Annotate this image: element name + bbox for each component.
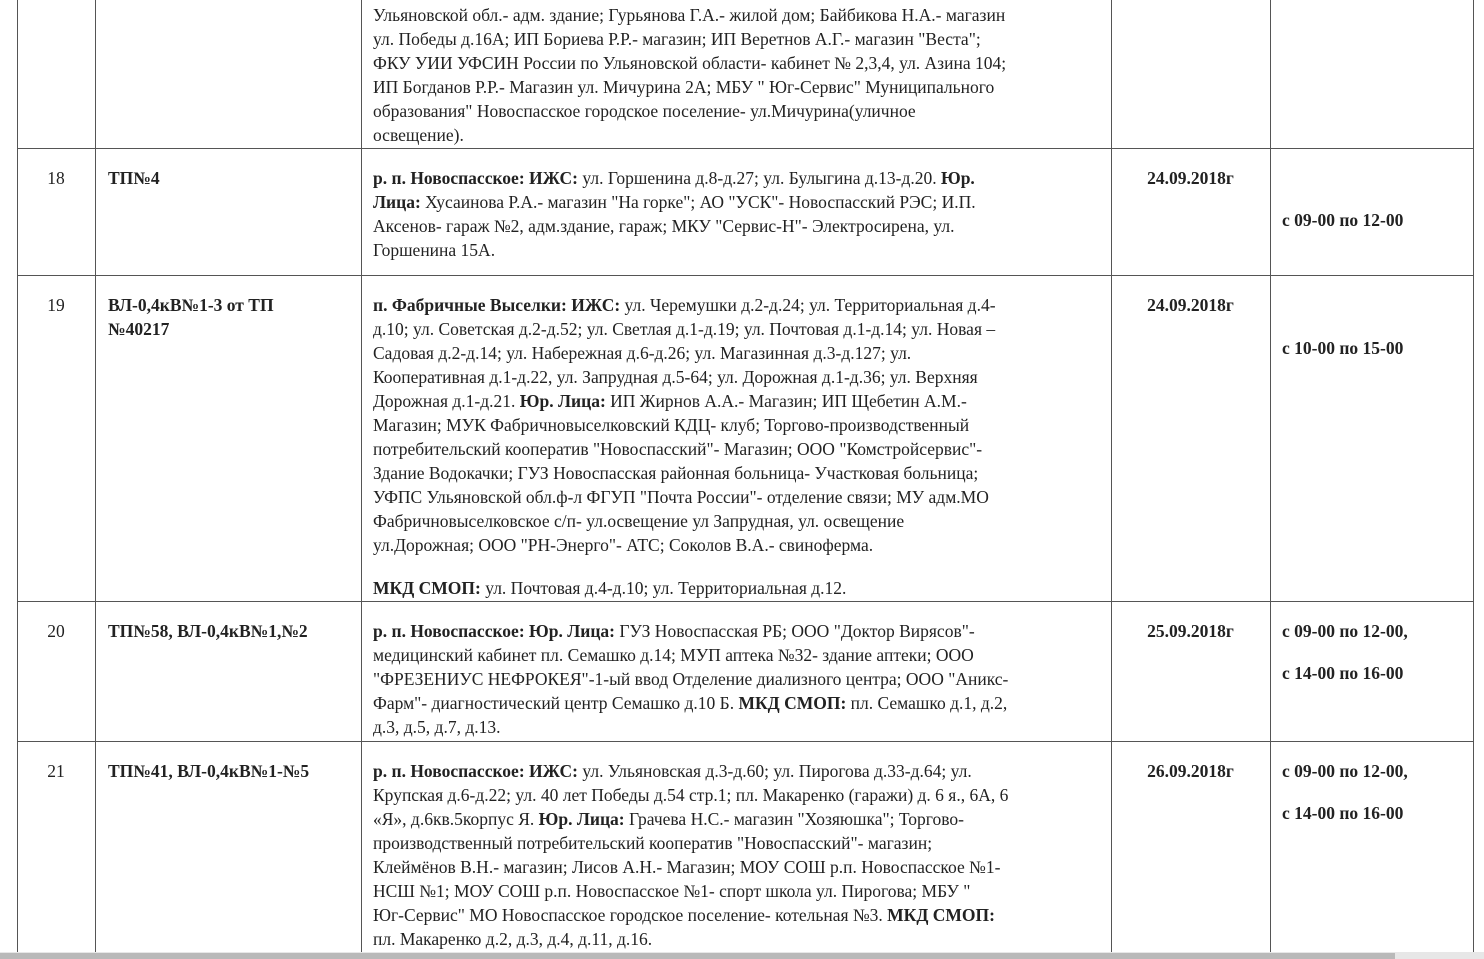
bold-text-segment: МКД СМОП: bbox=[887, 905, 995, 925]
address-line: ул. Победы д.16А; ИП Бориева Р.Р.- магазин; ИП Веретнов А.Г.- магазин "Веста"; bbox=[373, 29, 981, 49]
row-number: 19 bbox=[47, 295, 65, 315]
column-divider bbox=[1270, 0, 1271, 952]
row-number: 20 bbox=[47, 621, 65, 641]
text-segment: медицинский кабинет пл. Семашко д.14; МУП аптека №32- здание аптеки; ООО bbox=[373, 645, 974, 665]
text-segment: пл. Макаренко д.2, д.3, д.4, д.11, д.16. bbox=[373, 929, 653, 949]
text-segment: Здание Водокачки; ГУЗ Новоспасская районная больница- Участковая больница; bbox=[373, 463, 979, 483]
text-segment: потребительский кооператив "Новоспасский"- Магазин; ООО "Комстройсервис"- bbox=[373, 439, 983, 459]
address-line bbox=[373, 238, 1101, 262]
address-line: образования" Новоспасское городское поселение- ул.Мичурина(уличное bbox=[373, 101, 916, 121]
bold-text-segment: Юр. Лица: bbox=[538, 809, 625, 829]
bold-text-segment: Лица: bbox=[373, 192, 421, 212]
text-segment: Горшенина 15А. bbox=[373, 240, 496, 260]
text-segment: ул. Почтовая д.4-д.10; ул. Территориальная д.12. bbox=[480, 578, 847, 598]
address-line bbox=[373, 317, 1101, 341]
address-line: Ульяновской обл.- адм. здание; Гурьянова Г.А.- жилой дом; Байбикова Н.А.- магазин bbox=[373, 5, 1006, 25]
row-object: ТП№41, ВЛ-0,4кВ№1-№5 bbox=[108, 761, 310, 781]
bold-text-segment: р. п. Новоспасское: ИЖС: bbox=[373, 761, 578, 781]
row-time bbox=[1282, 336, 1472, 360]
row-number: 21 bbox=[47, 761, 65, 781]
text-segment: ГУЗ Новоспасская РБ; ООО "Доктор Вирясов"- bbox=[615, 621, 975, 641]
address-line bbox=[373, 190, 1101, 214]
text-segment: Клеймёнов В.Н.- магазин; Лисов А.Н.- Магазин; МОУ СОШ р.п. Новоспасское №1- bbox=[373, 857, 1001, 877]
text-segment: Аксенов- гараж №2, адм.здание, гараж; МКУ "Сервис-Н"- Электросирена, ул. bbox=[373, 216, 955, 236]
row-address bbox=[373, 619, 1101, 739]
row-divider bbox=[17, 148, 1474, 149]
row-divider bbox=[17, 275, 1474, 276]
address-line bbox=[373, 365, 1101, 389]
address-line bbox=[373, 341, 1101, 365]
address-line: освещение). bbox=[373, 125, 464, 145]
row-address bbox=[373, 293, 1101, 557]
address-line bbox=[373, 485, 1101, 509]
bold-text-segment: МКД СМОП: bbox=[738, 693, 847, 713]
address-line bbox=[373, 619, 1101, 643]
text-segment: Юг-Сервис" МО Новоспасское городское поселение- котельная №3. bbox=[373, 905, 888, 925]
row-time bbox=[1282, 619, 1472, 685]
address-line bbox=[373, 691, 1101, 715]
table-row-partial-address bbox=[373, 3, 1101, 147]
address-line bbox=[373, 509, 1101, 533]
text-segment: УФПС Ульяновской обл.ф-л ФГУП "Почта России"- отделение связи; МУ адм.МО bbox=[373, 487, 989, 507]
table-border-left bbox=[17, 0, 18, 952]
address-line bbox=[373, 293, 1101, 317]
column-divider bbox=[361, 0, 362, 952]
address-line bbox=[373, 807, 1101, 831]
bold-text-segment: р. п. Новоспасское: ИЖС: bbox=[373, 168, 578, 188]
object-line: ВЛ-0,4кВ№1-3 от ТП bbox=[108, 295, 274, 315]
address-line bbox=[373, 927, 1101, 951]
address-line bbox=[373, 855, 1101, 879]
text-segment: Фабричновыселковское с/п- ул.освещение ул Запрудная, ул. освещение bbox=[373, 511, 905, 531]
text-segment: д.10; ул. Советская д.2-д.52; ул. Светлая д.1-д.19; ул. Почтовая д.1-д.14; ул. Новая – bbox=[373, 319, 996, 339]
address-line bbox=[373, 166, 1101, 190]
horizontal-scrollbar-thumb[interactable] bbox=[0, 953, 1395, 959]
row-date: 26.09.2018г bbox=[1147, 761, 1234, 781]
text-segment: Фарм"- диагностический центр Семашко д.10 Б. bbox=[373, 693, 739, 713]
table-border-right bbox=[1473, 0, 1474, 952]
row-date: 25.09.2018г bbox=[1147, 621, 1234, 641]
row-address bbox=[373, 166, 1101, 262]
text-segment: Садовая д.2-д.14; ул. Набережная д.6-д.26; ул. Магазинная д.3-д.127; ул. bbox=[373, 343, 912, 363]
column-divider bbox=[1111, 0, 1112, 952]
address-line: ФКУ УИИ УФСИН России по Ульяновской области- кабинет № 2,3,4, ул. Азина 104; bbox=[373, 53, 1007, 73]
address-line bbox=[373, 903, 1101, 927]
bold-text-segment: п. Фабричные Выселки: ИЖС: bbox=[373, 295, 621, 315]
address-line bbox=[373, 389, 1101, 413]
row-divider bbox=[17, 601, 1474, 602]
address-line bbox=[373, 643, 1101, 667]
row-divider bbox=[17, 741, 1474, 742]
address-line bbox=[373, 759, 1101, 783]
text-segment: пл. Семашко д.1, д.2, bbox=[846, 693, 1008, 713]
text-segment: производственный потребительский кооператив "Новоспасский"- магазин; bbox=[373, 833, 933, 853]
address-line bbox=[373, 214, 1101, 238]
row-time bbox=[1282, 759, 1472, 825]
address-line bbox=[373, 533, 1101, 557]
text-segment: Магазин; МУК Фабричновыселковский КДЦ- клуб; Торгово-производственный bbox=[373, 415, 970, 435]
row-number: 18 bbox=[47, 168, 65, 188]
column-divider bbox=[95, 0, 96, 952]
address-line bbox=[373, 667, 1101, 691]
address-line bbox=[373, 413, 1101, 437]
time-range: с 09-00 по 12-00, bbox=[1282, 621, 1408, 641]
text-segment: д.3, д.5, д.7, д.13. bbox=[373, 717, 501, 737]
text-segment: ул.Дорожная; ООО "РН-Энерго"- АТС; Соколов В.А.- свиноферма. bbox=[373, 535, 874, 555]
row-date: 24.09.2018г bbox=[1147, 295, 1234, 315]
text-segment: "ФРЕЗЕНИУС НЕФРОКЕЯ"-1-ый ввод Отделение диализного центра; ООО "Аникс- bbox=[373, 669, 1009, 689]
row-object: ТП№58, ВЛ-0,4кВ№1,№2 bbox=[108, 621, 308, 641]
address-line bbox=[373, 783, 1101, 807]
text-segment: «Я», д.6кв.5корпус Я. bbox=[373, 809, 539, 829]
row-time bbox=[1282, 208, 1472, 232]
bold-text-segment: МКД СМОП: bbox=[373, 578, 481, 598]
bold-text-segment: Юр. Лица: bbox=[519, 391, 606, 411]
row-address bbox=[373, 759, 1101, 951]
address-line bbox=[373, 461, 1101, 485]
row-object: ТП№4 bbox=[108, 168, 160, 188]
text-segment: НСШ №1; МОУ СОШ р.п. Новоспасское №1- спорт школа ул. Пирогова; МБУ " bbox=[373, 881, 971, 901]
bold-text-segment: Юр. bbox=[941, 168, 975, 188]
time-range: с 10-00 по 15-00 bbox=[1282, 338, 1404, 358]
bold-text-segment: р. п. Новоспасское: Юр. Лица: bbox=[373, 621, 616, 641]
text-segment: Хусаинова Р.А.- магазин "На горке"; АО "УСК"- Новоспасский РЭС; И.П. bbox=[420, 192, 976, 212]
text-segment: Дорожная д.1-д.21. bbox=[373, 391, 520, 411]
address-line bbox=[373, 715, 1101, 739]
text-segment: Кооперативная д.1-д.22, ул. Запрудная д.5-64; ул. Дорожная д.1-д.36; ул. Верхняя bbox=[373, 367, 978, 387]
row-object bbox=[108, 293, 356, 341]
row-date: 24.09.2018г bbox=[1147, 168, 1234, 188]
object-line: №40217 bbox=[108, 319, 170, 339]
address-line: ИП Богданов Р.Р.- Магазин ул. Мичурина 2А; МБУ " Юг-Сервис" Муниципального bbox=[373, 77, 995, 97]
time-range: с 09-00 по 12-00 bbox=[1282, 210, 1404, 230]
text-segment: ул. Ульяновская д.3-д.60; ул. Пирогова д.33-д.64; ул. bbox=[577, 761, 972, 781]
address-line bbox=[373, 831, 1101, 855]
text-segment: ул. Черемушки д.2-д.24; ул. Территориальная д.4- bbox=[620, 295, 996, 315]
address-line bbox=[373, 879, 1101, 903]
text-segment: Грачева Н.С.- магазин "Хозяюшка"; Торгово- bbox=[624, 809, 964, 829]
text-segment: Крупская д.6-д.22; ул. 40 лет Победы д.54 стр.1; пл. Макаренко (гаражи) д. 6 я., 6А, 6 bbox=[373, 785, 1009, 805]
time-range: с 09-00 по 12-00, bbox=[1282, 761, 1408, 781]
address-line bbox=[373, 437, 1101, 461]
text-segment: ИП Жирнов А.А.- Магазин; ИП Щебетин А.М.- bbox=[605, 391, 967, 411]
row-address-extra bbox=[373, 576, 1101, 600]
time-range: с 14-00 по 16-00 bbox=[1282, 663, 1404, 683]
text-segment: ул. Горшенина д.8-д.27; ул. Булыгина д.13-д.20. bbox=[577, 168, 941, 188]
time-range: с 14-00 по 16-00 bbox=[1282, 803, 1404, 823]
